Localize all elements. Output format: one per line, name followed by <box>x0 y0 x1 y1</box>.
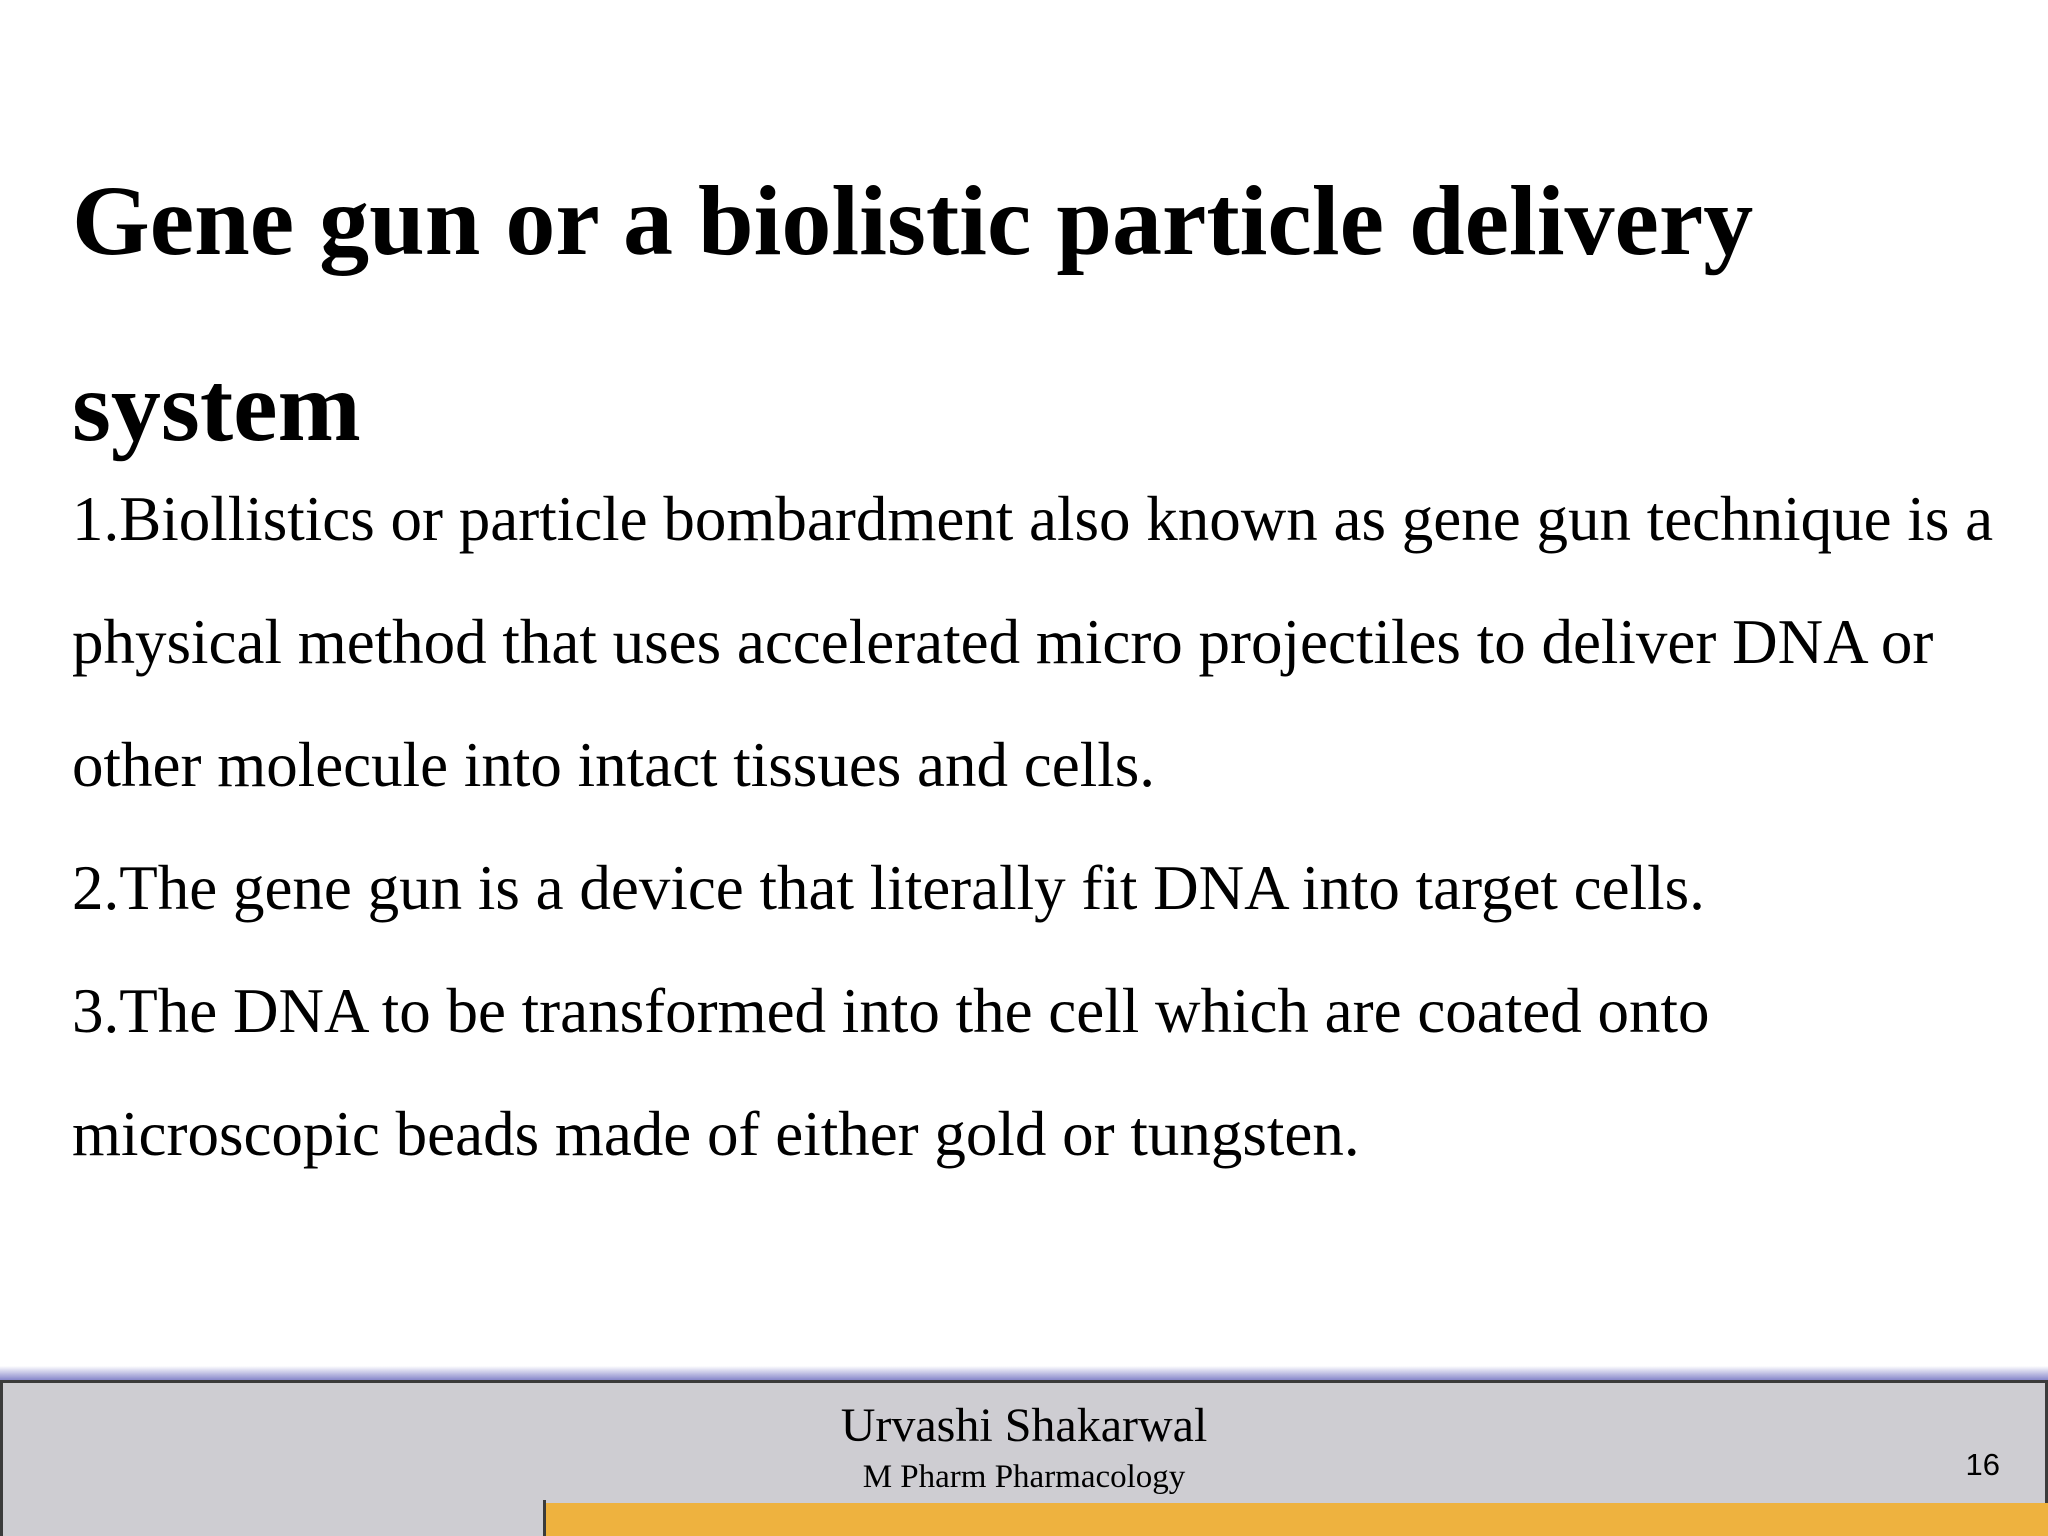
bullet-point-1: 1.Biollistics or particle bombardment also known as gene gun technique is a physical method that uses accelerated micro projectiles to deliver DNA or other molecule into intact tissues and cells. <box>72 484 1994 800</box>
accent-bar <box>546 1503 2048 1536</box>
slide-body <box>72 458 2002 1196</box>
footer-author: Urvashi Shakarwal <box>840 1399 1208 1452</box>
footer-degree: M Pharm Pharmacology <box>862 1459 1186 1495</box>
page-number: 16 <box>1965 1447 2000 1482</box>
bullet-point-3: 3.The DNA to be transformed into the cell which are coated onto microscopic beads made of either gold or tungsten. <box>72 976 1710 1169</box>
slide-title: Gene gun or a biolistic particle delivery system <box>72 165 1754 462</box>
bullet-point-2: 2.The gene gun is a device that literally fit DNA into target cells. <box>72 853 1705 923</box>
